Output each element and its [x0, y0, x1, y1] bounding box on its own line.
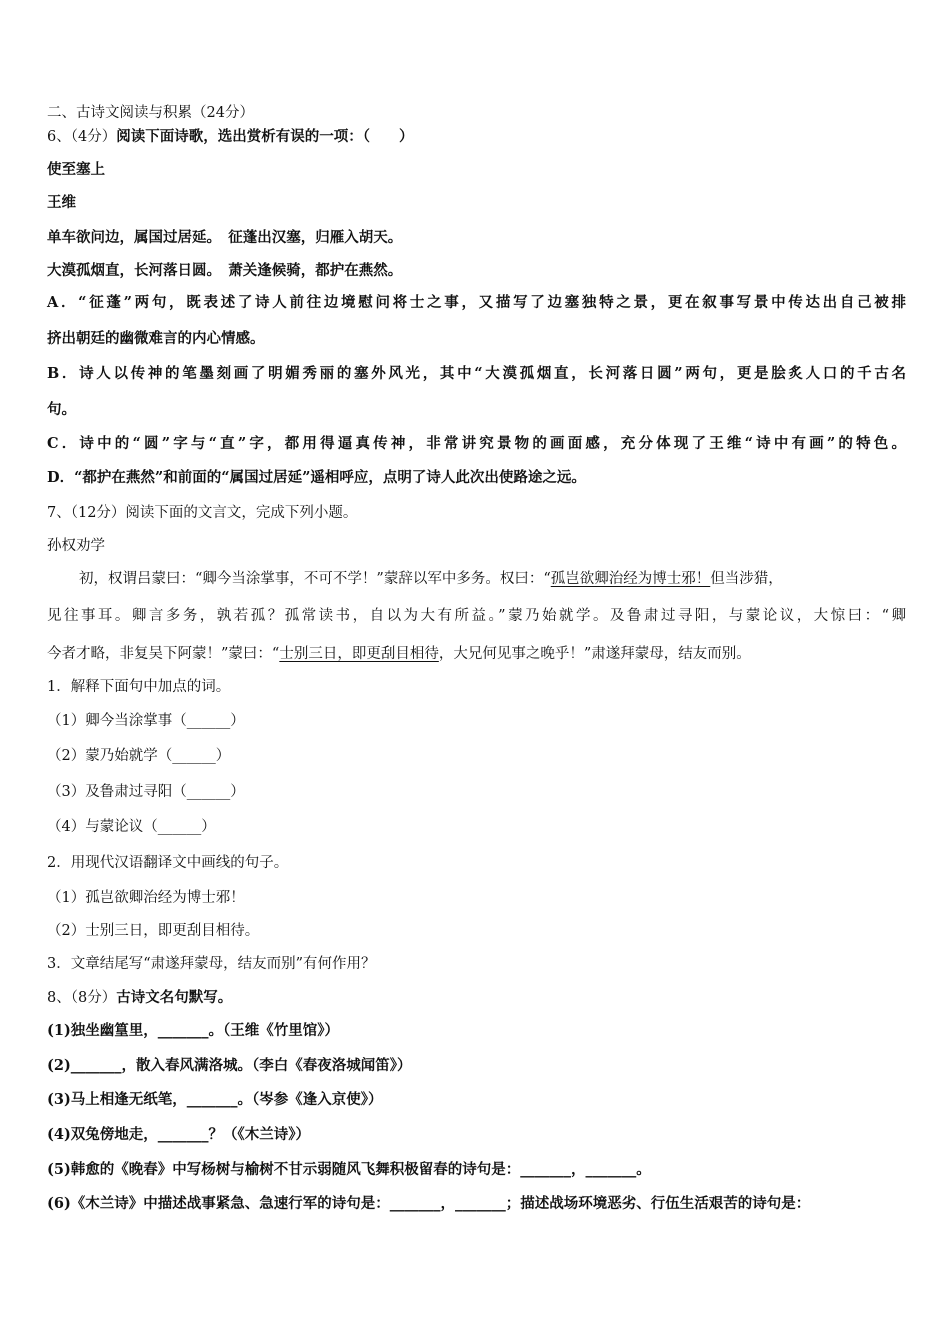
poem-author: 王维 — [47, 194, 76, 211]
passage-line-2: 见往事耳。卿言多务，孰若孤？孤常读书，自以为大有所益。”蒙乃始就学。及鲁肃过寻阳，与蒙论议，大惊曰：“卿 — [47, 608, 906, 624]
section-title: 二、古诗文阅读与积累（24分） — [47, 105, 254, 121]
sub2-heading: 2．用现代汉语翻译文中画线的句子。 — [47, 855, 289, 871]
sub1-item: （3）及鲁肃过寻阳（______） — [47, 784, 245, 800]
recitation-item: (5)韩愈的《晚春》中写杨树与榆树不甘示弱随风飞舞积极留春的诗句是：_______，_______。 — [47, 1161, 651, 1178]
option-b-line-2: 句。 — [47, 401, 76, 418]
recitation-item: (2)_______，散入春风满洛城。（李白《春夜洛城闻笛》） — [47, 1057, 412, 1074]
option-b-line-1: B．诗人以传神的笔墨刻画了明媚秀丽的塞外风光，其中“大漠孤烟直，长河落日圆”两句，更是脍炙人口的千古名 — [47, 365, 906, 382]
sub1-item: （1）卿今当涂掌事（______） — [47, 713, 245, 729]
q6-heading — [47, 127, 413, 147]
q8-prompt: 古诗文名句默写。 — [116, 989, 233, 1006]
poem-title: 使至塞上 — [47, 161, 105, 178]
sub1-heading: 1．解释下面句中加点的词。 — [47, 679, 231, 695]
q8-heading — [47, 988, 232, 1008]
poem-line-1: 单车欲问边，属国过居延。 征蓬出汉塞，归雁入胡天。 — [47, 229, 403, 246]
q8-number: 8、（8分） — [47, 990, 117, 1006]
underlined-sentence-2: 士别三日，即更刮目相待 — [279, 646, 439, 662]
q6-number: 6、（4分） — [47, 129, 117, 145]
recitation-item: (1)独坐幽篁里，_______。（王维《竹里馆》） — [47, 1022, 340, 1039]
q7-heading: 7、（12分）阅读下面的文言文，完成下列小题。 — [47, 505, 358, 521]
sub3-question: 3．文章结尾写“肃遂拜蒙母，结友而别”有何作用？ — [47, 956, 376, 972]
option-a-line-2: 挤出朝廷的幽微难言的内心情感。 — [47, 330, 265, 347]
underlined-sentence-1: 孤岂欲卿治经为博士邪！ — [550, 571, 711, 587]
passage-line-1: 初，权谓吕蒙曰：“卿今当涂掌事，不可不学！”蒙辞以军中多务。权曰：“孤岂欲卿治经为博士邪！但当涉猎， — [79, 571, 783, 587]
recitation-item: (4)双兔傍地走，_______？（《木兰诗》） — [47, 1126, 311, 1143]
sub2-item: （1）孤岂欲卿治经为博士邪！ — [47, 890, 245, 906]
option-c: C．诗中的“圆”字与“直”字，都用得逼真传神，非常讲究景物的画面感，充分体现了王维“诗中有画”的特色。 — [47, 435, 906, 452]
q6-prompt: 阅读下面诗歌，选出赏析有误的一项：（ ） — [116, 128, 414, 145]
sub1-item: （4）与蒙论议（______） — [47, 819, 216, 835]
recitation-item: (6)《木兰诗》中描述战事紧急、急速行军的诗句是：_______，_______；描述战场环境恶劣、行伍生活艰苦的诗句是： — [47, 1195, 811, 1212]
passage-line-3: 今者才略，非复吴下阿蒙！”蒙曰：“士别三日，即更刮目相待，大兄何见事之晚乎！”肃遂拜蒙母，结友而别。 — [47, 646, 751, 662]
poem-line-2: 大漠孤烟直，长河落日圆。 萧关逢候骑，都护在燕然。 — [47, 262, 403, 279]
sub2-item: （2）士别三日，即更刮目相待。 — [47, 923, 260, 939]
passage-title: 孙权劝学 — [47, 538, 105, 554]
option-d: D．“都护在燕然”和前面的“属国过居延”遥相呼应，点明了诗人此次出使路途之远。 — [47, 469, 586, 486]
option-a-line-1: A．“征蓬”两句，既表述了诗人前往边境慰问将士之事，又描写了边塞独特之景，更在叙事写景中传达出自己被排 — [47, 294, 906, 311]
sub1-item: （2）蒙乃始就学（______） — [47, 748, 231, 764]
recitation-item: (3)马上相逢无纸笔，_______。（岑参《逢入京使》） — [47, 1091, 383, 1108]
